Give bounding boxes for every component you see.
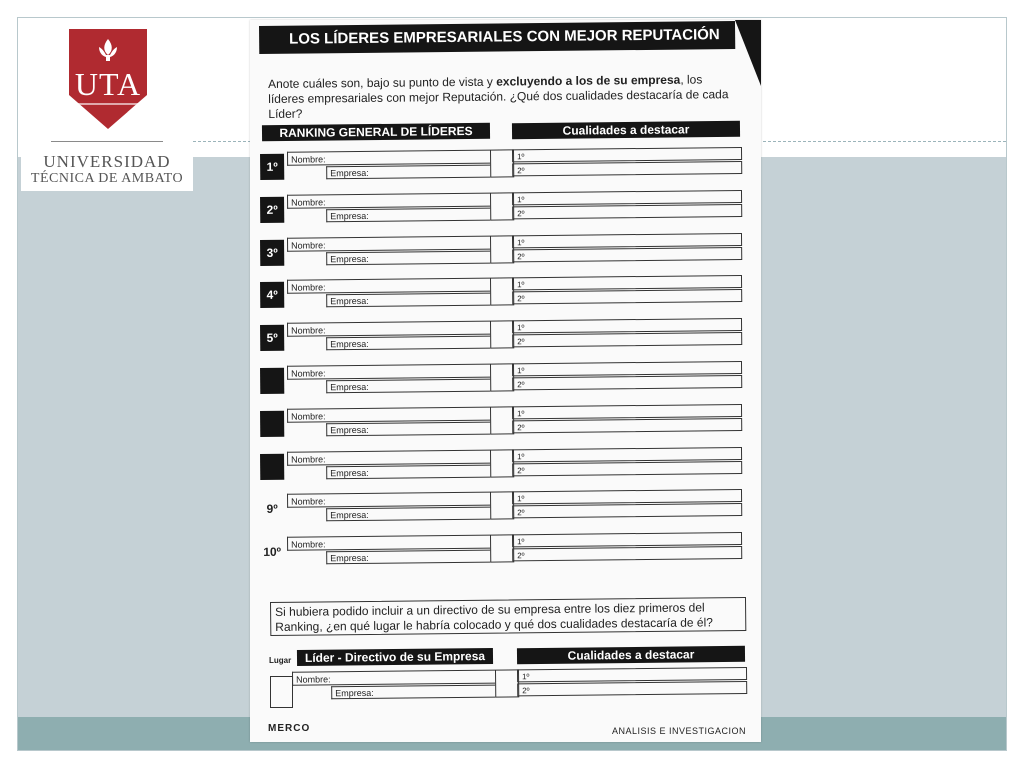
nombre-label: Nombre: <box>291 368 326 379</box>
quality-2-field[interactable] <box>512 332 742 347</box>
quality-1-label: 1º <box>517 323 525 333</box>
rank-number: 4º <box>260 282 284 308</box>
footer-brand: MERCO <box>268 723 311 734</box>
empresa-field[interactable] <box>326 336 490 351</box>
intro-text-2: , los líderes empresariales con mejor Reputación. ¿Qué dos cualidades destacaría de cada Líder? <box>268 72 729 121</box>
nombre-field[interactable] <box>287 192 490 208</box>
leader-empresa-field[interactable] <box>331 685 495 700</box>
empresa-field[interactable] <box>326 165 490 180</box>
rank-number: 2º <box>260 197 284 223</box>
quality-2-label: 2º <box>517 337 525 347</box>
intro-text-1: Anote cuáles son, bajo su punto de vista y <box>268 74 497 91</box>
leader-quality-1-field[interactable] <box>517 667 747 682</box>
empresa-label: Empresa: <box>330 424 369 436</box>
quality-2-field[interactable] <box>512 503 742 518</box>
empresa-field[interactable] <box>326 379 490 394</box>
empresa-label: Empresa: <box>330 553 369 564</box>
empresa-field[interactable] <box>326 507 490 522</box>
rank-number: 3º <box>260 239 284 265</box>
quality-2-field[interactable] <box>512 546 742 561</box>
quality-1-label: 1º <box>517 451 525 461</box>
nombre-label: Nombre: <box>291 197 326 208</box>
nombre-field[interactable] <box>287 278 490 294</box>
row-bracket <box>490 235 514 263</box>
leader-bracket <box>495 669 519 697</box>
leader-entry-row <box>265 667 750 704</box>
quality-2-label: 2º <box>517 508 525 518</box>
ranking-row <box>260 190 745 227</box>
rank-number <box>260 368 284 394</box>
logo-name-line2: TÉCNICA DE AMBATO <box>30 171 184 186</box>
nombre-field[interactable] <box>287 406 490 422</box>
nombre-field[interactable] <box>287 150 490 166</box>
quality-1-label: 1º <box>517 152 525 162</box>
nombre-label: Nombre: <box>291 325 326 336</box>
row-bracket <box>490 492 514 520</box>
nombre-label: Nombre: <box>291 282 326 294</box>
leader-quality-2-field[interactable] <box>517 681 747 696</box>
quality-1-label: 1º <box>517 237 525 247</box>
quality-2-label: 2º <box>517 294 525 304</box>
leader-name-field[interactable] <box>292 670 495 686</box>
ranking-row <box>260 404 745 441</box>
quality-1-label: 1º <box>517 494 525 504</box>
nombre-label: Nombre: <box>291 496 326 508</box>
quality-1-label: 1º <box>517 280 525 290</box>
row-bracket <box>490 363 514 391</box>
empresa-label: Empresa: <box>330 467 369 478</box>
quality-2-field[interactable] <box>512 418 742 433</box>
document-title: LOS LÍDERES EMPRESARIALES CON MEJOR REPUTACIÓN <box>259 21 735 54</box>
quality-1-field[interactable] <box>512 147 742 162</box>
row-bracket <box>490 278 514 306</box>
ranking-row <box>260 532 745 569</box>
quality-2-field[interactable] <box>512 461 742 476</box>
empresa-field[interactable] <box>326 207 490 222</box>
empresa-label: Empresa: <box>330 381 369 393</box>
directivo-question: Si hubiera podido incluir a un directivo de su empresa entre los diez primeros del Ranking, ¿en qué lugar le habría colocado y qué dos cualidades destacaría de él? <box>270 597 746 636</box>
ranking-row <box>260 361 745 398</box>
ranking-header: RANKING GENERAL DE LÍDERES <box>262 123 490 141</box>
row-bracket <box>490 321 514 349</box>
scanned-document <box>250 20 761 742</box>
ranking-row <box>260 233 745 270</box>
empresa-label: Empresa: <box>330 510 369 521</box>
row-bracket <box>490 149 514 177</box>
nombre-field[interactable] <box>287 321 490 337</box>
quality-1-label: 1º <box>517 537 525 547</box>
lugar-label: Lugar <box>269 656 292 665</box>
rank-number: 5º <box>260 325 284 351</box>
quality-1-field[interactable] <box>512 532 742 547</box>
ranking-row <box>260 447 745 484</box>
rank-number <box>260 411 284 437</box>
quality-2-label: 2º <box>517 423 525 433</box>
quality-2-label: 2º <box>517 551 525 561</box>
empresa-field[interactable] <box>326 464 490 479</box>
logo-name-line1: UNIVERSIDAD <box>43 152 171 171</box>
quality-1-field[interactable] <box>512 318 742 333</box>
empresa-label: Empresa: <box>330 296 369 307</box>
rank-number: 1º <box>260 154 284 180</box>
row-bracket <box>490 449 514 477</box>
empresa-field[interactable] <box>326 421 490 436</box>
quality-1-label: 1º <box>522 672 530 682</box>
nombre-field[interactable] <box>287 364 490 380</box>
empresa-label: Empresa: <box>330 210 369 222</box>
quality-1-field[interactable] <box>512 361 742 376</box>
logo-divider <box>51 141 163 142</box>
nombre-field[interactable] <box>287 449 490 465</box>
empresa-field[interactable] <box>326 250 490 265</box>
nombre-label: Nombre: <box>291 539 326 550</box>
quality-1-label: 1º <box>517 409 525 419</box>
footer-department: ANALISIS E INVESTIGACION <box>612 726 747 736</box>
empresa-field[interactable] <box>326 550 490 565</box>
nombre-label: Nombre: <box>291 154 326 165</box>
quality-2-field[interactable] <box>512 375 742 390</box>
logo-initials: UTA <box>74 66 142 102</box>
quality-1-label: 1º <box>517 366 525 376</box>
university-logo <box>21 19 193 191</box>
quality-1-field[interactable] <box>512 404 742 419</box>
quality-2-label: 2º <box>517 166 525 176</box>
ranking-row <box>260 318 745 355</box>
nombre-label: Nombre: <box>296 674 331 685</box>
shield-icon <box>69 29 147 129</box>
intro-text-bold: excluyendo a los de su empresa <box>496 72 681 89</box>
row-bracket <box>490 535 514 563</box>
quality-2-field[interactable] <box>512 289 742 304</box>
nombre-field[interactable] <box>287 492 490 508</box>
quality-2-label: 2º <box>517 209 525 219</box>
rank-number: 9º <box>266 502 278 517</box>
document-corner-mark <box>735 20 761 86</box>
row-bracket <box>490 406 514 434</box>
qualities-header: Cualidades a destacar <box>512 121 740 139</box>
nombre-field[interactable] <box>287 235 490 251</box>
ranking-row <box>260 489 745 526</box>
ranking-row <box>260 275 745 312</box>
quality-2-field[interactable] <box>512 161 742 176</box>
qualities-header-2: Cualidades a destacar <box>517 646 745 664</box>
quality-1-field[interactable] <box>512 190 742 205</box>
quality-2-label: 2º <box>517 380 525 390</box>
quality-1-field[interactable] <box>512 233 742 248</box>
empresa-label: Empresa: <box>330 253 369 264</box>
nombre-label: Nombre: <box>291 453 326 465</box>
rank-number <box>260 453 284 479</box>
quality-2-field[interactable] <box>512 247 742 262</box>
empresa-field[interactable] <box>326 293 490 308</box>
empresa-label: Empresa: <box>335 687 374 699</box>
ranking-row <box>260 147 745 184</box>
quality-2-label: 2º <box>517 465 525 475</box>
quality-1-field[interactable] <box>512 447 742 462</box>
document-intro <box>268 72 738 122</box>
nombre-label: Nombre: <box>291 239 326 251</box>
nombre-label: Nombre: <box>291 411 326 422</box>
nombre-field[interactable] <box>287 535 490 551</box>
quality-1-label: 1º <box>517 195 525 205</box>
empresa-label: Empresa: <box>330 339 369 350</box>
rank-number: 10º <box>263 544 282 560</box>
quality-2-label: 2º <box>522 686 530 696</box>
leader-header: Líder - Directivo de su Empresa <box>297 648 493 666</box>
empresa-label: Empresa: <box>330 167 369 179</box>
row-bracket <box>490 192 514 220</box>
quality-2-label: 2º <box>517 251 525 261</box>
quality-2-field[interactable] <box>512 204 742 219</box>
